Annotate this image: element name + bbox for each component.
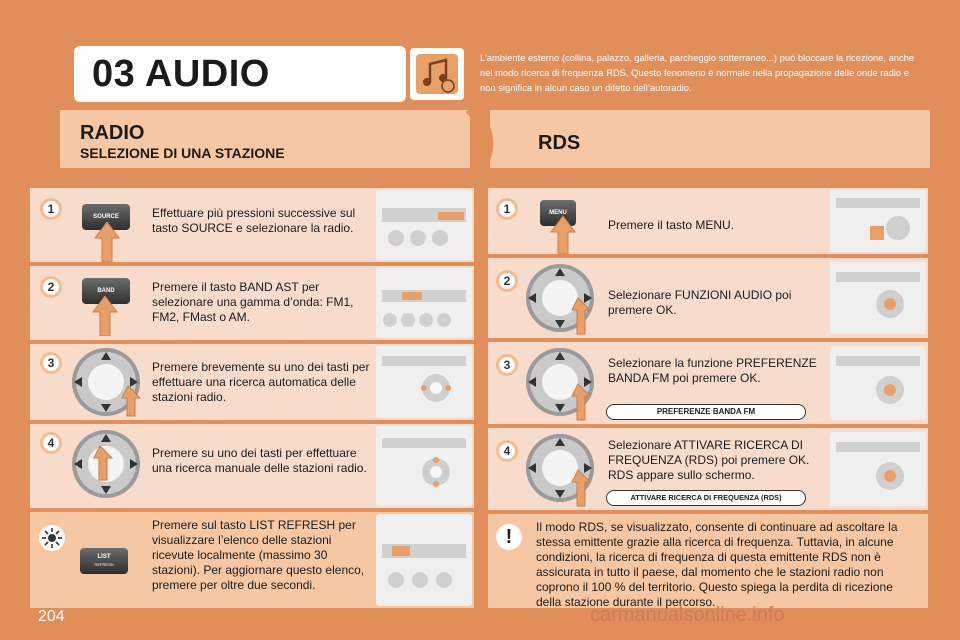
intro-paragraph: L’ambiente esterno (collina, palazzo, galleria, parcheggio sotterraneo...) può bloccare la ricezione, anche nel modo ricerca di frequenza RDS. Questo fenomeno è normale nella propagazione delle onde radio e non significa in alcun caso un difetto dell’autoradio.: [480, 52, 915, 93]
menu-key-icon: MENU: [540, 200, 576, 226]
radio-panel-illustration: [376, 190, 472, 260]
directional-pad-icon: [520, 346, 600, 422]
step-number-badge: 2: [496, 270, 518, 292]
step-number-badge: 3: [496, 354, 518, 376]
step-number-badge: 2: [40, 276, 62, 298]
band-key-icon: BAND: [82, 278, 130, 304]
warning-icon: !: [496, 524, 522, 550]
radio-step-1-text: Effettuare più pressioni successive sul tasto SOURCE e selezionare la radio.: [152, 206, 356, 235]
step-number-badge: 4: [496, 440, 518, 462]
directional-pad-icon: [66, 428, 146, 504]
radio-panel-illustration: [376, 514, 472, 606]
radio-step-4-text: Premere su uno dei tasti per effettuare una ricerca manuale delle stazioni radio.: [152, 446, 367, 475]
radio-panel-illustration: [376, 426, 472, 506]
watermark: carmanualsonline.info: [590, 604, 785, 626]
directional-pad-icon: [520, 262, 600, 336]
audio-section-icon-box: [410, 48, 464, 100]
rds-step-4-text: Selezionare ATTIVARE RICERCA DI FREQUENZA (RDS) poi premere OK. RDS appare sullo schermo.: [608, 438, 810, 482]
radio-panel-illustration: [830, 346, 926, 420]
radio-panel-illustration: [830, 262, 926, 334]
radio-panel-illustration: [830, 432, 926, 506]
page-title: 03 AUDIO: [92, 53, 270, 95]
rds-step-1-text: Premere il tasto MENU.: [608, 218, 735, 232]
radio-title: RADIO: [80, 122, 145, 144]
directional-pad-icon: [66, 346, 146, 418]
list-key-line2: REFRESH: [94, 562, 114, 567]
directional-pad-icon: [520, 432, 600, 508]
rds-step-3-text: Selezionare la funzione PREFERENZE BANDA FM poi premere OK.: [608, 356, 817, 385]
rds-title: RDS: [538, 132, 581, 154]
radio-panel-illustration: [376, 346, 472, 418]
step-number-badge: 1: [40, 198, 62, 220]
radio-panel-illustration: [376, 268, 472, 338]
radio-subtitle: SELEZIONE DI UNA STAZIONE: [80, 145, 285, 161]
page-number: 204: [38, 608, 65, 625]
warning-text: Il modo RDS, se visualizzato, consente di continuare ad ascoltare la stessa emittente grazie alla ricerca di frequenza. Tuttavia, in alcune condizioni, la ricerca di frequenza di questa emittente RDS non è assicurata in tutto il paese, dal momento che le stazioni radio non coprono il 100 % del territorio. Questo spiega la perdita di ricezione della stazione durante il percorso.: [536, 520, 898, 609]
radio-step-3-text: Premere brevemente su uno dei tasti per effettuare una ricerca automatica delle stazioni radio.: [152, 360, 370, 404]
section-divider-swoosh: [460, 108, 510, 170]
music-note-icon: [410, 48, 464, 100]
tip-text: Premere sul tasto LIST REFRESH per visualizzare l’elenco delle stazioni ricevute localmente (massimo 30 stazioni). Per aggiornare questo elenco, premere per oltre due secondi.: [152, 518, 365, 592]
list-refresh-key-icon: [80, 548, 128, 574]
preferenze-banda-fm-label: PREFERENZE BANDA FM: [606, 404, 806, 420]
radio-panel-illustration: [830, 190, 926, 252]
press-arrow-icon: [92, 222, 122, 262]
rds-step-2-text: Selezionare FUNZIONI AUDIO poi premere OK.: [608, 288, 792, 317]
press-arrow-icon: [548, 216, 578, 254]
press-arrow-icon: [90, 296, 120, 336]
source-key-icon: SOURCE: [82, 204, 130, 230]
step-number-badge: 4: [40, 432, 62, 454]
step-number-badge: 3: [40, 352, 62, 374]
step-number-badge: 1: [496, 198, 518, 220]
tip-light-icon: [38, 524, 66, 552]
radio-step-2-text: Premere il tasto BAND AST per selezionare una gamma d’onda: FM1, FM2, FMast o AM.: [152, 280, 354, 324]
list-key-line1: LIST: [97, 554, 111, 560]
attivare-ricerca-label: ATTIVARE RICERCA DI FREQUENZA (RDS): [606, 490, 806, 506]
